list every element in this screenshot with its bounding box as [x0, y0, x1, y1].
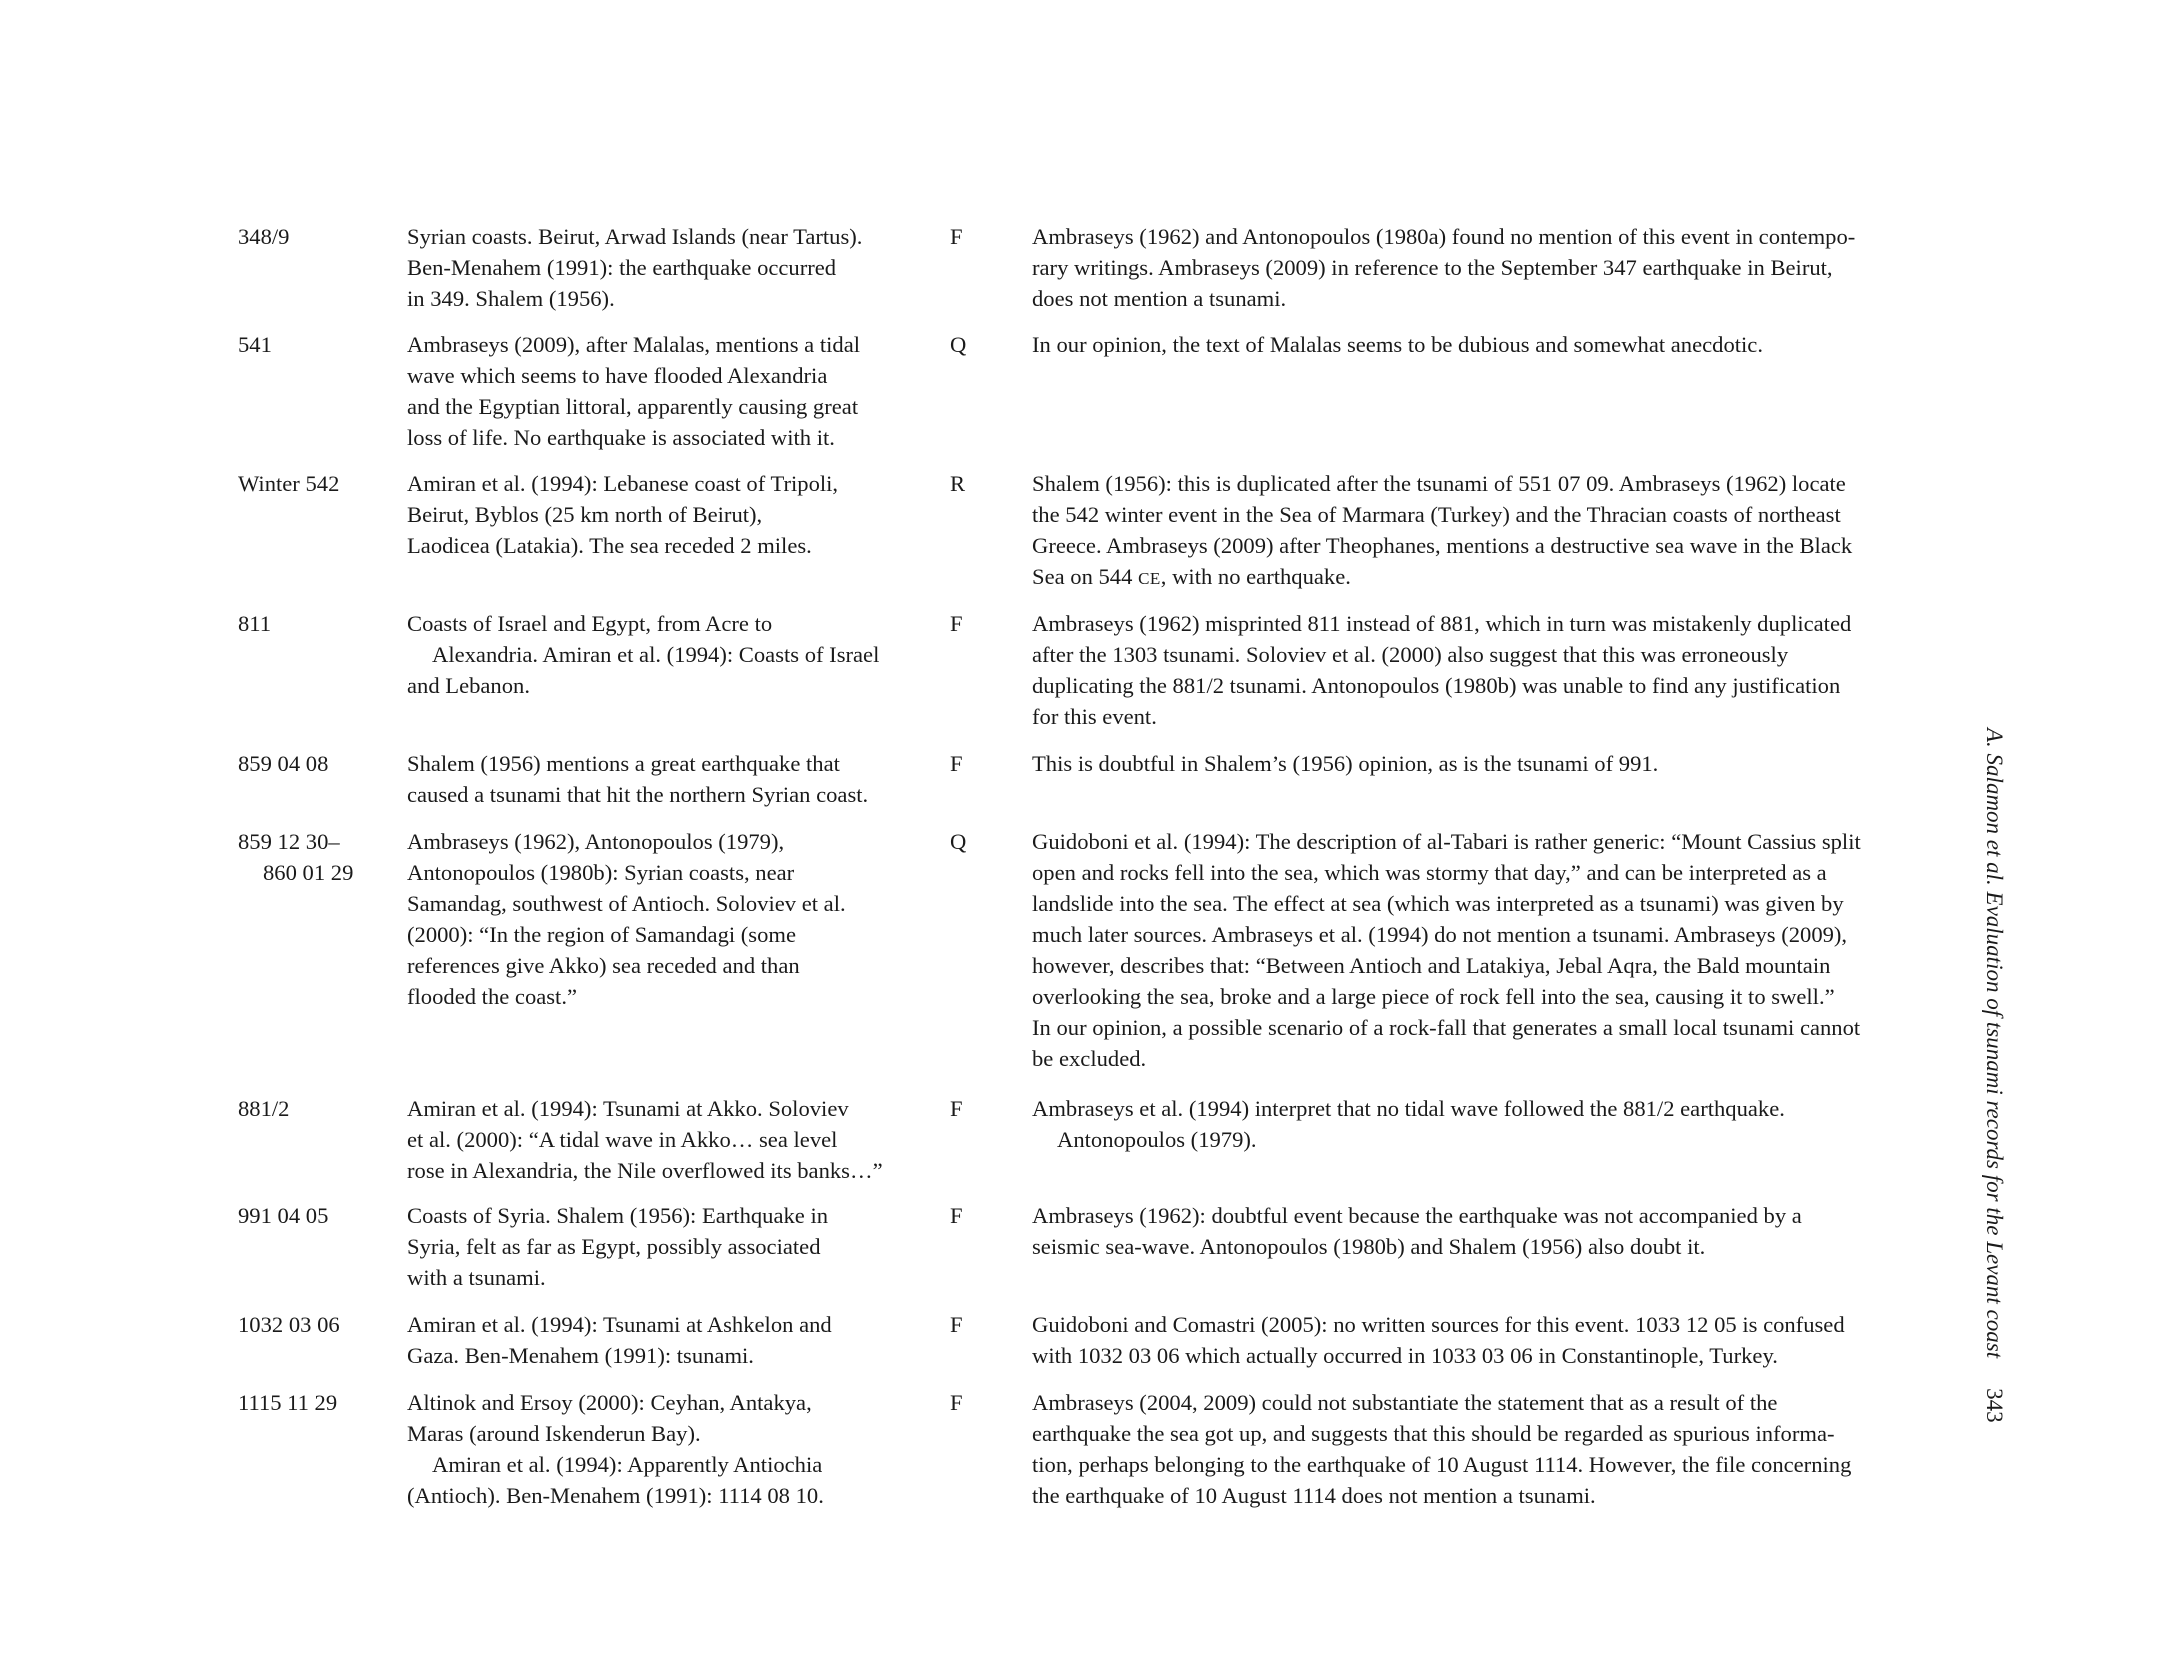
event-remarks-line: the earthquake of 10 August 1114 does not mention a tsunami. — [1032, 1483, 1596, 1508]
event-description — [407, 329, 947, 453]
event-description — [407, 826, 947, 1012]
event-remarks — [1032, 1387, 1962, 1511]
event-date-line: 1032 03 06 — [238, 1312, 340, 1337]
event-date-line: 859 12 30– — [238, 829, 340, 854]
event-date — [238, 221, 398, 252]
event-remarks-line: Antonopoulos (1979). — [1057, 1127, 1257, 1152]
event-remarks-line: Guidoboni et al. (1994): The description of al-Tabari is rather generic: “Mount Cassius split — [1032, 829, 1861, 854]
event-date — [238, 1093, 398, 1124]
event-description-line: Antonopoulos (1980b): Syrian coasts, near — [407, 860, 795, 885]
event-description-line: (Antioch). Ben-Menahem (1991): 1114 08 10. — [407, 1483, 824, 1508]
event-description-line: Shalem (1956) mentions a great earthquake that — [407, 751, 840, 776]
event-description-line: rose in Alexandria, the Nile overflowed its banks…” — [407, 1158, 883, 1183]
running-head — [1982, 728, 2043, 1488]
event-remarks-line: much later sources. Ambraseys et al. (1994) do not mention a tsunami. Ambraseys (2009), — [1032, 922, 1848, 947]
event-date-line: 348/9 — [238, 224, 290, 249]
event-description-line: Ben-Menahem (1991): the earthquake occurred — [407, 255, 837, 280]
event-description-line: Coasts of Israel and Egypt, from Acre to — [407, 611, 773, 636]
event-remarks-line: tion, perhaps belonging to the earthquake of 10 August 1114. However, the file concerning — [1032, 1452, 1852, 1477]
event-date — [238, 1387, 398, 1418]
reliability-code: Q — [950, 829, 967, 854]
event-date — [238, 748, 398, 779]
event-date — [238, 329, 398, 360]
event-description-line: Syrian coasts. Beirut, Arwad Islands (near Tartus). — [407, 224, 863, 249]
reliability-code: F — [950, 751, 963, 776]
event-remarks-line: the 542 winter event in the Sea of Marmara (Turkey) and the Thracian coasts of northeast — [1032, 502, 1841, 527]
event-remarks-line: Ambraseys (2004, 2009) could not substantiate the statement that as a result of the — [1032, 1390, 1778, 1415]
event-remarks-line — [1032, 561, 1962, 594]
reliability-code: F — [950, 224, 963, 249]
event-description-line: Ambraseys (2009), after Malalas, mentions a tidal — [407, 332, 861, 357]
event-description-line: caused a tsunami that hit the northern Syrian coast. — [407, 782, 869, 807]
event-remarks — [1032, 221, 1962, 314]
event-remarks-line: be excluded. — [1032, 1046, 1147, 1071]
event-remarks-line: landslide into the sea. The effect at sea (which was interpreted as a tsunami) was given by — [1032, 891, 1844, 916]
event-remarks-line: Shalem (1956): this is duplicated after the tsunami of 551 07 09. Ambraseys (1962) locate — [1032, 471, 1846, 496]
event-description — [407, 608, 947, 701]
event-description-line: Laodicea (Latakia). The sea receded 2 miles. — [407, 533, 812, 558]
event-description-line: Amiran et al. (1994): Apparently Antiochia — [432, 1452, 823, 1477]
event-remarks-line: Guidoboni and Comastri (2005): no written sources for this event. 1033 12 05 is confused — [1032, 1312, 1845, 1337]
event-remarks-line: with 1032 03 06 which actually occurred in 1033 03 06 in Constantinople, Turkey. — [1032, 1343, 1778, 1368]
event-remarks-line: does not mention a tsunami. — [1032, 286, 1287, 311]
remarks-text: Sea on 544 — [1032, 564, 1139, 589]
event-remarks — [1032, 468, 1962, 594]
event-description-line: Altinok and Ersoy (2000): Ceyhan, Antakya, — [407, 1390, 812, 1415]
event-description — [407, 1387, 947, 1511]
event-date-line: Winter 542 — [238, 471, 340, 496]
event-description-line: Samandag, southwest of Antioch. Soloviev et al. — [407, 891, 846, 916]
event-description-line: references give Akko) sea receded and than — [407, 953, 800, 978]
event-remarks — [1032, 826, 1962, 1074]
remarks-text: , with no earthquake. — [1160, 564, 1351, 589]
event-description-line: and the Egyptian littoral, apparently causing great — [407, 394, 859, 419]
reliability-code: F — [950, 1312, 963, 1337]
event-description-line: wave which seems to have flooded Alexandria — [407, 363, 828, 388]
event-date-line: 991 04 05 — [238, 1203, 329, 1228]
reliability-code: F — [950, 1203, 963, 1228]
event-description-line: loss of life. No earthquake is associated with it. — [407, 425, 835, 450]
event-remarks-line: overlooking the sea, broke and a large piece of rock fell into the sea, causing it to swell.” — [1032, 984, 1835, 1009]
event-remarks-line: Ambraseys (1962) and Antonopoulos (1980a) found no mention of this event in contempo- — [1032, 224, 1856, 249]
event-description-line: Alexandria. Amiran et al. (1994): Coasts of Israel — [432, 642, 880, 667]
event-remarks-line: This is doubtful in Shalem’s (1956) opinion, as is the tsunami of 991. — [1032, 751, 1659, 776]
event-date — [238, 826, 398, 888]
event-description-line: in 349. Shalem (1956). — [407, 286, 615, 311]
event-remarks — [1032, 608, 1962, 732]
event-remarks-line: Greece. Ambraseys (2009) after Theophanes, mentions a destructive sea wave in the Black — [1032, 533, 1853, 558]
event-remarks-line: open and rocks fell into the sea, which was stormy that day,” and can be interpreted as a — [1032, 860, 1827, 885]
event-remarks-line: however, describes that: “Between Antioch and Latakiya, Jebal Aqra, the Bald mountain — [1032, 953, 1831, 978]
event-remarks — [1032, 329, 1962, 360]
event-date-line: 811 — [238, 611, 272, 636]
event-description-line: (2000): “In the region of Samandagi (some — [407, 922, 797, 947]
event-description-line: Amiran et al. (1994): Tsunami at Ashkelon and — [407, 1312, 832, 1337]
event-description-line: with a tsunami. — [407, 1265, 546, 1290]
reliability-code: Q — [950, 332, 967, 357]
event-date — [238, 1309, 398, 1340]
event-description-line: Syria, felt as far as Egypt, possibly associated — [407, 1234, 821, 1259]
event-description-line: et al. (2000): “A tidal wave in Akko… sea level — [407, 1127, 838, 1152]
event-date-line: 860 01 29 — [263, 860, 354, 885]
event-description-line: Gaza. Ben-Menahem (1991): tsunami. — [407, 1343, 754, 1368]
event-description — [407, 1200, 947, 1293]
event-description-line: and Lebanon. — [407, 673, 530, 698]
event-date-line: 1115 11 29 — [238, 1390, 338, 1415]
event-remarks-line: Ambraseys (1962): doubtful event because the earthquake was not accompanied by a — [1032, 1203, 1802, 1228]
event-date-line: 541 — [238, 332, 272, 357]
event-remarks-line: duplicating the 881/2 tsunami. Antonopoulos (1980b) was unable to find any justification — [1032, 673, 1841, 698]
reliability-code: F — [950, 1096, 963, 1121]
event-remarks-line: In our opinion, the text of Malalas seems to be dubious and somewhat anecdotic. — [1032, 332, 1763, 357]
event-remarks-line: Ambraseys (1962) misprinted 811 instead of 881, which in turn was mistakenly duplicated — [1032, 611, 1852, 636]
event-date — [238, 608, 398, 639]
event-description — [407, 468, 947, 561]
event-date-line: 881/2 — [238, 1096, 290, 1121]
reliability-code: F — [950, 611, 963, 636]
event-date — [238, 468, 398, 499]
event-remarks-line: In our opinion, a possible scenario of a rock-fall that generates a small local tsunami cannot — [1032, 1015, 1861, 1040]
event-remarks-line: Ambraseys et al. (1994) interpret that no tidal wave followed the 881/2 earthquake. — [1032, 1096, 1785, 1121]
event-description-line: Beirut, Byblos (25 km north of Beirut), — [407, 502, 763, 527]
event-remarks-line: earthquake the sea got up, and suggests that this should be regarded as spurious informa- — [1032, 1421, 1835, 1446]
event-description-line: Maras (around Iskenderun Bay). — [407, 1421, 701, 1446]
event-description — [407, 221, 947, 314]
event-description-line: flooded the coast.” — [407, 984, 578, 1009]
event-remarks-line: seismic sea-wave. Antonopoulos (1980b) and Shalem (1956) also doubt it. — [1032, 1234, 1706, 1259]
event-remarks — [1032, 1309, 1962, 1371]
event-date — [238, 1200, 398, 1231]
event-remarks — [1032, 1093, 1962, 1155]
reliability-code: R — [950, 471, 966, 496]
page-number: 343 — [1982, 1388, 2007, 1423]
reliability-code: F — [950, 1390, 963, 1415]
event-description — [407, 748, 947, 810]
event-remarks-line: after the 1303 tsunami. Soloviev et al. (2000) also suggest that this was erroneously — [1032, 642, 1789, 667]
running-head-title: A. Salamon et al. Evaluation of tsunami records for the Levant coast — [1982, 728, 2007, 1359]
event-description-line: Amiran et al. (1994): Tsunami at Akko. Soloviev — [407, 1096, 849, 1121]
event-description — [407, 1309, 947, 1371]
event-date-line: 859 04 08 — [238, 751, 329, 776]
event-remarks-line: rary writings. Ambraseys (2009) in reference to the September 347 earthquake in Beirut, — [1032, 255, 1833, 280]
event-remarks — [1032, 748, 1962, 779]
era-abbreviation: CE — [1138, 569, 1161, 588]
event-description-line: Amiran et al. (1994): Lebanese coast of Tripoli, — [407, 471, 839, 496]
event-remarks — [1032, 1200, 1962, 1262]
event-remarks-line: for this event. — [1032, 704, 1157, 729]
event-description — [407, 1093, 947, 1186]
event-description-line: Coasts of Syria. Shalem (1956): Earthquake in — [407, 1203, 829, 1228]
event-description-line: Ambraseys (1962), Antonopoulos (1979), — [407, 829, 785, 854]
